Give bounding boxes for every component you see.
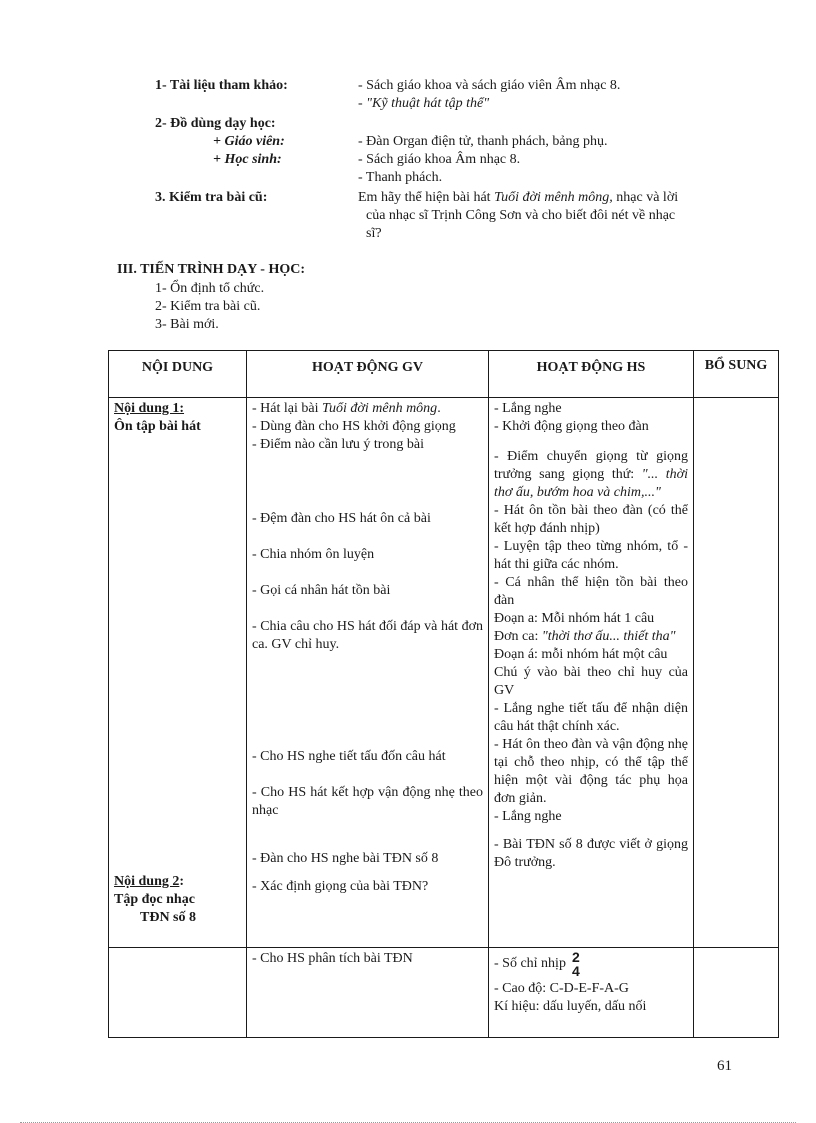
step-item: 3- Bài mới. [155,317,219,332]
student-activity-item: - Cao độ: C-D-E-F-A-G [494,981,629,996]
reference-item: - Sách giáo khoa và sách giáo viên Âm nhạc 8. [358,78,621,93]
student-activity-item: - Hát ôn theo đàn và vận động nhẹ tại chỗ theo nhịp, có thể tập thể hiện một vài động tác phụ họa đơn giản. [494,737,688,806]
check-text-line-3: sĩ? [366,226,382,241]
time-signature-item [494,950,688,978]
content1-subtitle: Ôn tập bài hát [114,419,201,434]
content2-title [114,873,241,891]
supplement-cell [694,398,779,948]
time-signature-top: 2 [571,949,580,965]
student-activity-item: Đoạn á: mỗi nhóm hát một câu [494,647,668,662]
table-header-row [109,351,779,398]
table-row [109,948,779,1038]
check-text-line-1 [358,189,678,207]
student-activity-item: - Luyện tập theo từng nhóm, tổ - hát thi giữa các nhóm. [494,539,688,572]
check-text: nhạc và lời [612,190,679,205]
student-activity-item [494,448,688,502]
student-activity-item [494,628,688,646]
header-content: NỘI DUNG [109,351,247,398]
content-cell [109,948,247,1038]
step-item: 1- Ổn định tổ chức. [155,281,265,296]
student-item: - Sách giáo khoa Âm nhạc 8. [358,152,521,167]
student-activity-item: - Khởi động giọng theo đàn [494,419,649,434]
student-activity-item: - Lắng nghe [494,401,562,416]
teacher-activity-item: - Cho HS nghe tiết tấu đốn câu hát [252,749,446,764]
teacher-label: + Giáo viên: [213,134,285,149]
content1-title: Nội dung 1: [114,401,185,416]
header-supplement: BỔ SUNG [694,351,779,398]
content2-subtitle: TĐN số 8 [140,910,197,925]
tools-label: 2- Đồ dùng dạy học: [155,116,276,131]
student-cell [489,398,694,948]
teacher-activity-item: - Xác định giọng của bài TĐN? [252,879,429,894]
student-activity-item: Chú ý vào bài theo chỉ huy của GV [494,665,688,698]
header-teacher-activity: HOẠT ĐỘNG GV [247,351,489,398]
time-signature [572,950,580,978]
teacher-activity-item: - Chia câu cho HS hát đối đáp và hát đơn ca. GV chỉ huy. [252,619,483,652]
content-cell [109,398,247,948]
student-cell [489,948,694,1038]
teacher-activity-item: - Chia nhóm ôn luyện [252,547,375,562]
student-activity-item: Kí hiệu: dấu luyến, dấu nối [494,999,647,1014]
reference-label: 1- Tài liệu tham khảo: [155,78,288,93]
header-student-activity: HOẠT ĐỘNG HS [489,351,694,398]
check-text: Em hãy thể hiện bài hát [358,190,495,205]
activity-text: Đơn ca: [494,629,542,644]
activity-text: - Số chỉ nhịp [494,956,566,971]
content2-subtitle: Tập đọc nhạc [114,892,195,907]
lyric-quote: "... thời thơ ấu, bướm hoa và chim,..." [494,467,688,500]
song-title: Tuổi đời mênh mông, [494,190,613,205]
activity-text: - Hát lại bài [252,401,322,416]
teacher-activity-item: - Gọi cá nhân hát tồn bài [252,583,391,598]
check-label: 3. Kiểm tra bài cũ: [155,190,268,205]
student-activity-item: - Lắng nghe [494,809,562,824]
activity-text: - Điểm chuyển giọng từ giọng trưởng sang giọng thứ: [494,449,688,482]
teacher-activity-item: - Cho HS phân tích bài TĐN [252,951,413,966]
teacher-cell [247,398,489,948]
student-activity-item: - Bài TĐN số 8 được viết ở giọng Đô trưởng. [494,837,688,870]
time-signature-bottom: 4 [571,963,580,979]
teacher-activity-item: - Cho HS hát kết hợp vận động nhẹ theo nhạc [252,785,483,818]
step-item: 2- Kiểm tra bài cũ. [155,299,261,314]
content2-title-text: Nội dung 2 [114,874,180,889]
student-item: - Thanh phách. [358,170,443,185]
teacher-activity-item [252,400,483,418]
song-title: Tuổi đời mênh mông [321,401,438,416]
student-label: + Học sinh: [213,152,282,167]
teacher-activity-item: - Đệm đàn cho HS hát ôn cả bài [252,511,431,526]
activity-text: . [437,401,441,416]
teacher-activity-item: - Điểm nào cần lưu ý trong bài [252,437,425,452]
section-title: III. TIẾN TRÌNH DẠY - HỌC: [117,262,305,277]
lyric-quote: "thời thơ ấu... thiết tha" [541,629,676,644]
content2-colon: : [179,874,185,889]
teacher-activity-item: - Dùng đàn cho HS khởi động giọng [252,419,456,434]
supplement-cell [694,948,779,1038]
teacher-item: - Đàn Organ điện tử, thanh phách, bảng phụ. [358,134,608,149]
teacher-activity-item: - Đàn cho HS nghe bài TĐN số 8 [252,851,439,866]
page-number: 61 [717,1058,732,1074]
student-activity-item: - Hát ôn tồn bài theo đàn (có thể kết hợp đánh nhịp) [494,503,688,536]
lesson-table [108,350,779,1038]
student-activity-item: - Lắng nghe tiết tấu để nhận diện câu hát thật chính xác. [494,701,688,734]
table-row [109,398,779,948]
reference-item: - "Kỹ thuật hát tập thể" [358,96,490,111]
check-text-line-2: của nhạc sĩ Trịnh Công Sơn và cho biết đôi nét về nhạc [366,208,676,223]
teacher-cell [247,948,489,1038]
student-activity-item: - Cá nhân thể hiện tồn bài theo đàn [494,575,688,608]
student-activity-item: Đoạn a: Mỗi nhóm hát 1 câu [494,611,655,626]
